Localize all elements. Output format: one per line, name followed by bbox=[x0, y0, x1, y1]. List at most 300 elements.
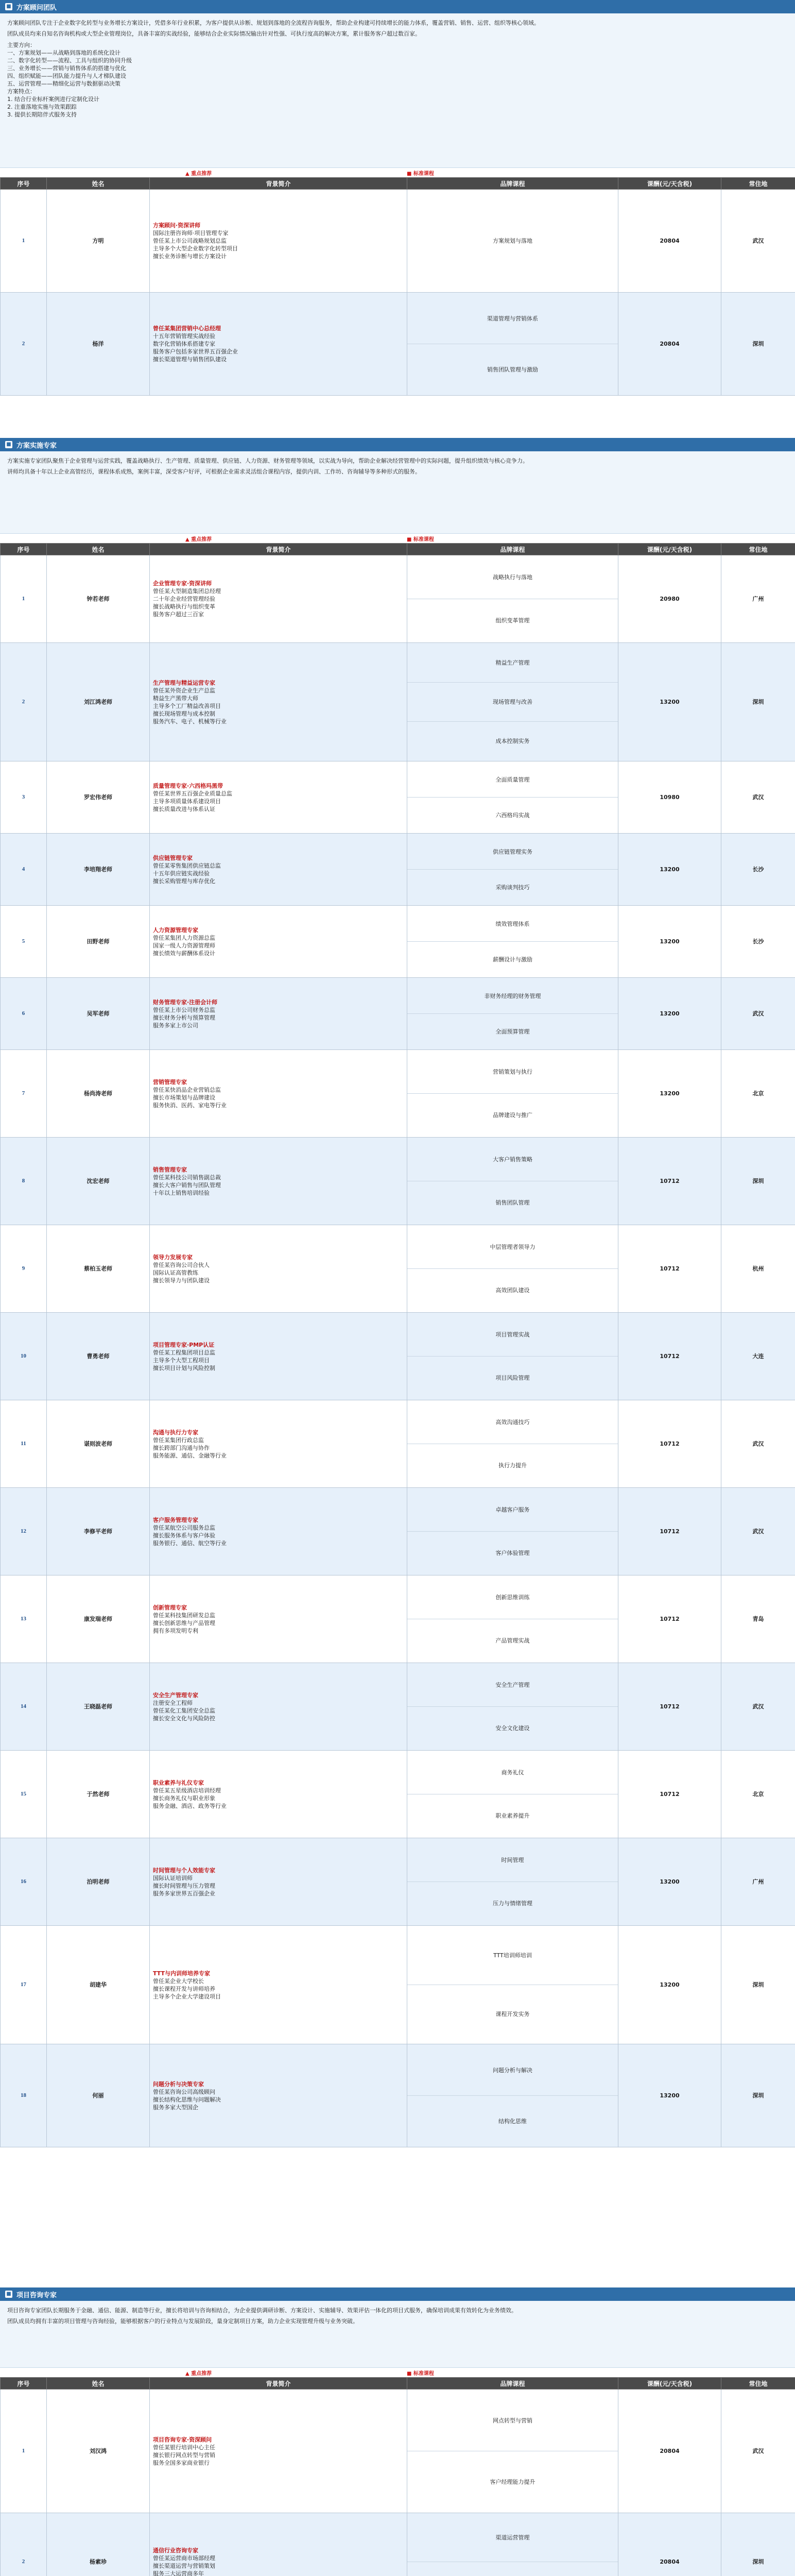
background-line: 拥有多项发明专利 bbox=[153, 1627, 198, 1634]
header-name: 姓名 bbox=[47, 2378, 150, 2389]
brand-courses bbox=[407, 1488, 618, 1575]
row-number: 14 bbox=[1, 1663, 47, 1751]
trainer-city: 深圳 bbox=[721, 1926, 795, 2044]
row-number: 15 bbox=[1, 1751, 47, 1838]
trainer-name: 谌则波老师 bbox=[47, 1400, 150, 1488]
brand-courses bbox=[407, 1663, 618, 1751]
course-item[interactable]: 渠道运营管理 bbox=[407, 2514, 618, 2562]
legend-standard: ■ 标准课程 bbox=[407, 171, 434, 177]
table-row[interactable] bbox=[1, 1926, 795, 2044]
background-line: 擅长绩效与薪酬体系设计 bbox=[153, 950, 215, 957]
header-no: 序号 bbox=[1, 544, 47, 555]
background-line: 擅长安全文化与风险防控 bbox=[153, 1715, 215, 1722]
brand-courses bbox=[407, 190, 618, 293]
trainer-background bbox=[150, 1751, 407, 1838]
background-line: 擅长财务分析与预算管理 bbox=[153, 1014, 215, 1021]
course-item[interactable]: 创新思维训练 bbox=[407, 1576, 618, 1619]
brand-courses bbox=[407, 906, 618, 978]
background-line: 服务能源、通信、金融等行业 bbox=[153, 1452, 227, 1459]
trainer-fee: 13200 bbox=[618, 1050, 721, 1138]
trainer-fee: 13200 bbox=[618, 2044, 721, 2147]
trainer-fee: 10712 bbox=[618, 1575, 721, 1663]
intro-list bbox=[7, 41, 788, 118]
background-line: 擅长商务礼仪与职业形象 bbox=[153, 1794, 215, 1802]
trainer-background bbox=[150, 190, 407, 293]
background-line: 擅长结构化思维与问题解决 bbox=[153, 2096, 221, 2103]
intro-list-item: 1. 结合行业标杆案例进行定制化设计 bbox=[7, 96, 99, 103]
header-fee: 课酬(元/天含税) bbox=[618, 544, 721, 555]
trainer-city: 大连 bbox=[721, 1313, 795, 1400]
course-item[interactable]: 六西格玛实战 bbox=[495, 811, 530, 819]
section-intro bbox=[0, 2301, 795, 2368]
row-number: 10 bbox=[1, 1313, 47, 1400]
background-line: 注册安全工程师 bbox=[153, 1699, 193, 1706]
background-line: 财务管理专家·注册会计师 bbox=[153, 998, 218, 1006]
background-line: 擅长课程开发与讲师培养 bbox=[153, 1985, 215, 1992]
background-line: TTT与内训师培养专家 bbox=[153, 1970, 211, 1977]
background-line: 曾任某大型制造集团总经理 bbox=[153, 588, 221, 595]
background-line: 服务快消、医药、家电等行业 bbox=[153, 1101, 227, 1109]
table-row[interactable] bbox=[1, 1138, 795, 1225]
brand-courses bbox=[407, 1050, 618, 1138]
brand-courses bbox=[407, 978, 618, 1050]
background-line: 擅长渠道运营与营销策划 bbox=[153, 2562, 215, 2569]
row-number: 2 bbox=[1, 643, 47, 761]
table-row[interactable] bbox=[1, 1488, 795, 1575]
trainer-city: 广州 bbox=[721, 1838, 795, 1926]
course-item[interactable]: 渠道管理与营销体系 bbox=[407, 293, 618, 344]
trainer-fee: 10980 bbox=[618, 761, 721, 834]
legend-recommended: ▲ 重点推荐 bbox=[185, 171, 212, 177]
trainer-background bbox=[150, 1926, 407, 2044]
trainer-city: 长沙 bbox=[721, 834, 795, 906]
course-item[interactable]: 绩效管理体系 bbox=[407, 906, 618, 942]
trainer-fee: 10712 bbox=[618, 1313, 721, 1400]
trainer-name: 于然老师 bbox=[47, 1751, 150, 1838]
intro-list-item: 一、方案规划——从战略到落地的系统化设计 bbox=[7, 49, 120, 56]
course-item[interactable]: 大客户销售策略 bbox=[407, 1138, 618, 1181]
brand-courses bbox=[407, 1751, 618, 1838]
background-line: 服务汽车、电子、机械等行业 bbox=[153, 718, 227, 725]
table-row[interactable] bbox=[1, 555, 795, 643]
background-line: 擅长创新思维与产品管理 bbox=[153, 1619, 215, 1626]
trainer-background bbox=[150, 293, 407, 396]
trainer-background bbox=[150, 2513, 407, 2576]
trainer-name: 李培翔老师 bbox=[47, 834, 150, 906]
row-number: 3 bbox=[1, 761, 47, 834]
table-row[interactable] bbox=[1, 1575, 795, 1663]
section-title-bar bbox=[0, 0, 795, 13]
course-item[interactable]: 现场管理与改善 bbox=[407, 683, 618, 722]
header-bg: 背景简介 bbox=[150, 2378, 407, 2389]
intro-paragraph: 讲师均具备十年以上企业高管经历，课程体系成熟，案例丰富，深受客户好评，可根据企业需求灵活组合课程内容，提供内训、工作坊、咨询辅导等多种形式的服务。 bbox=[7, 468, 421, 475]
course-item[interactable]: 结构化思维 bbox=[498, 2117, 527, 2125]
course-item[interactable]: 销售团队管理与激励 bbox=[487, 366, 538, 373]
trainer-city: 北京 bbox=[721, 1050, 795, 1138]
legend-row bbox=[0, 168, 795, 177]
background-line: 擅长采购管理与库存优化 bbox=[153, 877, 215, 885]
brand-courses bbox=[407, 2513, 618, 2576]
brand-courses bbox=[407, 1838, 618, 1926]
trainer-fee: 10712 bbox=[618, 1400, 721, 1488]
row-number: 9 bbox=[1, 1225, 47, 1313]
section-marker-icon: ■ bbox=[5, 2291, 12, 2298]
intro-list-item: 主要方向： bbox=[7, 42, 36, 48]
background-line: 曾任某企业大学校长 bbox=[153, 1977, 204, 1985]
background-line: 曾任某咨询公司高级顾问 bbox=[153, 2088, 215, 2095]
intro-paragraph: 项目咨询专家团队长期服务于金融、通信、能源、制造等行业，擅长将培训与咨询相结合，为企业提供调研诊断、方案设计、实施辅导、效果评估一体化的项目式服务，确保培训成果有效转化为业务绩效。 bbox=[7, 2307, 517, 2314]
trainer-city: 杭州 bbox=[721, 1225, 795, 1313]
course-item[interactable] bbox=[407, 2562, 618, 2576]
background-line: 沟通与执行力专家 bbox=[153, 1429, 198, 1436]
background-line: 主导多个企业大学建设项目 bbox=[153, 1993, 221, 2000]
table-row[interactable] bbox=[1, 2044, 795, 2147]
trainer-fee: 10712 bbox=[618, 1225, 721, 1313]
section-2 bbox=[0, 438, 795, 2262]
background-line: 人力资源管理专家 bbox=[153, 926, 198, 934]
brand-courses bbox=[407, 293, 618, 396]
course-item[interactable]: 中层管理者领导力 bbox=[407, 1226, 618, 1269]
trainer-city: 青岛 bbox=[721, 1575, 795, 1663]
table-row[interactable] bbox=[1, 1751, 795, 1838]
legend-recommended: ▲ 重点推荐 bbox=[185, 537, 212, 543]
row-number: 8 bbox=[1, 1138, 47, 1225]
section-title: 方案顾问团队 bbox=[16, 4, 57, 12]
background-line: 曾任某咨询公司合伙人 bbox=[153, 1261, 210, 1268]
table-row[interactable] bbox=[1, 978, 795, 1050]
background-line: 擅长业务诊断与增长方案设计 bbox=[153, 253, 227, 260]
trainer-fee: 13200 bbox=[618, 643, 721, 761]
trainer-city: 武汉 bbox=[721, 1663, 795, 1751]
trainer-city: 武汉 bbox=[721, 2389, 795, 2513]
trainer-background bbox=[150, 761, 407, 834]
background-line: 国际认证高管教练 bbox=[153, 1269, 198, 1276]
background-line: 问题分析与决策专家 bbox=[153, 2080, 204, 2088]
background-line: 曾任某运营商市场部经理 bbox=[153, 2554, 215, 2562]
background-line: 擅长时间管理与压力管理 bbox=[153, 1882, 215, 1889]
course-item[interactable]: 客户经理能力提升 bbox=[490, 2478, 535, 2485]
trainer-table bbox=[0, 177, 795, 396]
brand-courses bbox=[407, 761, 618, 834]
brand-courses bbox=[407, 555, 618, 643]
trainer-name: 杨素珍 bbox=[47, 2513, 150, 2576]
section-title-bar bbox=[0, 2287, 795, 2301]
trainer-background bbox=[150, 2044, 407, 2147]
trainer-background bbox=[150, 1138, 407, 1225]
background-line: 曾任某集团营销中心总经理 bbox=[153, 325, 221, 332]
trainer-fee: 13200 bbox=[618, 834, 721, 906]
intro-paragraph: 团队成员均拥有丰富的项目管理与咨询经验，能够根据客户的行业特点与发展阶段，量身定制项目方案，助力企业实现管理升级与业务突破。 bbox=[7, 2318, 358, 2325]
trainer-name: 沈宏老师 bbox=[47, 1138, 150, 1225]
section-intro bbox=[0, 13, 795, 168]
background-line: 主导多项质量体系建设项目 bbox=[153, 798, 221, 805]
background-line: 曾任某科技集团研发总监 bbox=[153, 1612, 215, 1619]
course-item[interactable]: 全面质量管理 bbox=[407, 762, 618, 798]
background-line: 擅长跨部门沟通与协作 bbox=[153, 1444, 210, 1451]
background-line: 擅长渠道管理与销售团队建设 bbox=[153, 356, 227, 363]
course-item[interactable]: 执行力提升 bbox=[498, 1462, 527, 1469]
background-line: 主导多个大型企业数字化转型项目 bbox=[153, 245, 238, 252]
row-number: 5 bbox=[1, 906, 47, 978]
intro-list-item: 四、组织赋能——团队能力提升与人才梯队建设 bbox=[7, 73, 126, 79]
course-item[interactable]: 成本控制实务 bbox=[495, 738, 530, 744]
background-line: 十五年供应链实战经验 bbox=[153, 870, 210, 877]
background-line: 曾任某科技公司销售副总裁 bbox=[153, 1174, 221, 1181]
background-line: 方案顾问·资深讲师 bbox=[153, 222, 201, 229]
course-item[interactable]: 营销策划与执行 bbox=[407, 1050, 618, 1094]
course-item[interactable]: 精益生产管理 bbox=[407, 643, 618, 683]
course-item[interactable]: 问题分析与解决 bbox=[407, 2045, 618, 2096]
trainer-fee: 13200 bbox=[618, 978, 721, 1050]
trainer-fee: 20980 bbox=[618, 555, 721, 643]
background-line: 服务金融、酒店、政务等行业 bbox=[153, 1802, 227, 1809]
trainer-name: 杨洋 bbox=[47, 293, 150, 396]
background-line: 服务银行、通信、航空等行业 bbox=[153, 1539, 227, 1547]
intro-paragraph: 团队成员均来自知名咨询机构或大型企业管理岗位，具备丰富的实战经验，能够结合企业实际情况输出针对性强、可执行度高的解决方案，累计服务客户超过数百家。 bbox=[7, 30, 421, 37]
trainer-background bbox=[150, 1838, 407, 1926]
background-line: 曾任某快消品企业营销总监 bbox=[153, 1086, 221, 1093]
background-line: 销售管理专家 bbox=[153, 1166, 187, 1173]
trainer-city: 武汉 bbox=[721, 1400, 795, 1488]
trainer-background bbox=[150, 1488, 407, 1575]
trainer-city: 武汉 bbox=[721, 190, 795, 293]
background-line: 生产管理与精益运营专家 bbox=[153, 679, 215, 686]
course-item[interactable]: 品牌建设与推广 bbox=[493, 1112, 532, 1118]
background-line: 擅长大客户销售与团队管理 bbox=[153, 1181, 221, 1189]
section-title: 项目咨询专家 bbox=[16, 2291, 57, 2299]
table-row[interactable] bbox=[1, 1050, 795, 1138]
background-line: 擅长领导力与团队建设 bbox=[153, 1277, 210, 1284]
course-item[interactable]: TTT培训师培训 bbox=[407, 1926, 618, 1985]
table-header-row bbox=[1, 2378, 795, 2389]
background-line: 安全生产管理专家 bbox=[153, 1691, 198, 1699]
trainer-city: 北京 bbox=[721, 1751, 795, 1838]
trainer-name: 刘江鸿老师 bbox=[47, 643, 150, 761]
header-city: 常住地 bbox=[721, 2378, 795, 2389]
course-item[interactable]: 项目管理实战 bbox=[407, 1313, 618, 1357]
trainer-fee: 13200 bbox=[618, 1926, 721, 2044]
background-line: 主导多个大型工程项目 bbox=[153, 1357, 210, 1364]
trainer-fee: 20804 bbox=[618, 2513, 721, 2576]
course-item[interactable]: 高效团队建设 bbox=[495, 1287, 530, 1294]
course-item[interactable]: 采购谈判技巧 bbox=[495, 884, 530, 891]
background-line: 客户服务管理专家 bbox=[153, 1516, 198, 1523]
intro-paragraph: 方案顾问团队专注于企业数字化转型与业务增长方案设计，凭借多年行业积累，为客户提供从诊断、规划到落地的全流程咨询服务，帮助企业构建可持续增长的能力体系，覆盖营销、销售、运营、组织等核心领域。 bbox=[7, 20, 540, 26]
trainer-name: 田野老师 bbox=[47, 906, 150, 978]
header-course: 品牌课程 bbox=[407, 544, 618, 555]
table-row[interactable] bbox=[1, 834, 795, 906]
trainer-city: 深圳 bbox=[721, 1138, 795, 1225]
header-fee: 课酬(元/天含税) bbox=[618, 2378, 721, 2389]
table-row[interactable] bbox=[1, 293, 795, 396]
table-row[interactable] bbox=[1, 906, 795, 978]
table-header-row bbox=[1, 544, 795, 555]
trainer-background bbox=[150, 555, 407, 643]
course-item[interactable]: 组织变革管理 bbox=[495, 617, 530, 624]
course-item[interactable]: 压力与情绪管理 bbox=[493, 1900, 532, 1907]
table-row[interactable] bbox=[1, 190, 795, 293]
trainer-name: 蔡柏玉老师 bbox=[47, 1225, 150, 1313]
intro-list-item: 二、数字化转型——流程、工具与组织的协同升级 bbox=[7, 57, 132, 64]
background-line: 擅长战略执行与组织变革 bbox=[153, 603, 215, 610]
brand-courses bbox=[407, 1225, 618, 1313]
trainer-city: 广州 bbox=[721, 555, 795, 643]
row-number: 1 bbox=[1, 555, 47, 643]
section-marker-icon: ■ bbox=[5, 3, 12, 10]
background-line: 服务多家大型国企 bbox=[153, 2104, 198, 2111]
background-line: 曾任某航空公司服务总监 bbox=[153, 1524, 215, 1531]
course-item[interactable]: 职业素养提升 bbox=[495, 1812, 530, 1819]
trainer-name: 杨尚涛老师 bbox=[47, 1050, 150, 1138]
course-item[interactable]: 时间管理 bbox=[407, 1839, 618, 1882]
background-line: 擅长项目计划与风险控制 bbox=[153, 1364, 215, 1371]
table-row[interactable] bbox=[1, 1225, 795, 1313]
trainer-fee: 20804 bbox=[618, 190, 721, 293]
row-number: 4 bbox=[1, 834, 47, 906]
trainer-name: 曹勇老师 bbox=[47, 1313, 150, 1400]
brand-courses bbox=[407, 834, 618, 906]
trainer-name: 何丽 bbox=[47, 2044, 150, 2147]
trainer-background bbox=[150, 834, 407, 906]
background-line: 主导多个工厂精益改善项目 bbox=[153, 702, 221, 709]
header-fee: 课酬(元/天含税) bbox=[618, 178, 721, 190]
table-row[interactable] bbox=[1, 643, 795, 761]
background-line: 职业素养与礼仪专家 bbox=[153, 1779, 204, 1786]
course-item[interactable]: 全面预算管理 bbox=[495, 1028, 530, 1035]
header-bg: 背景简介 bbox=[150, 544, 407, 555]
table-row[interactable] bbox=[1, 1400, 795, 1488]
background-line: 国际认证培训师 bbox=[153, 1874, 193, 1882]
background-line: 十年以上销售培训经验 bbox=[153, 1189, 210, 1196]
brand-courses bbox=[407, 2044, 618, 2147]
trainer-background bbox=[150, 1575, 407, 1663]
row-number: 12 bbox=[1, 1488, 47, 1575]
trainer-background bbox=[150, 2389, 407, 2513]
background-line: 曾任某外资企业生产总监 bbox=[153, 687, 215, 694]
trainer-background bbox=[150, 643, 407, 761]
background-line: 曾任某工程集团项目总监 bbox=[153, 1349, 215, 1356]
background-line: 服务客户包括多家世界五百强企业 bbox=[153, 348, 238, 355]
background-line: 曾任某世界五百强企业质量总监 bbox=[153, 790, 232, 797]
background-line: 国家一级人力资源管理师 bbox=[153, 942, 215, 949]
legend-row bbox=[0, 534, 795, 543]
trainer-city: 武汉 bbox=[721, 761, 795, 834]
row-number: 1 bbox=[1, 190, 47, 293]
background-line: 供应链管理专家 bbox=[153, 854, 193, 861]
section-3 bbox=[0, 2287, 795, 2576]
row-number: 17 bbox=[1, 1926, 47, 2044]
trainer-background bbox=[150, 1400, 407, 1488]
course-item[interactable]: 商务礼仪 bbox=[407, 1751, 618, 1794]
trainer-fee: 10712 bbox=[618, 1138, 721, 1225]
brand-courses bbox=[407, 2389, 618, 2513]
legend-standard: ■ 标准课程 bbox=[407, 2371, 434, 2377]
header-course: 品牌课程 bbox=[407, 178, 618, 190]
course-item[interactable]: 安全生产管理 bbox=[407, 1664, 618, 1707]
trainer-background bbox=[150, 906, 407, 978]
background-line: 擅长质量改进与体系认证 bbox=[153, 805, 215, 812]
section-title: 方案实施专家 bbox=[16, 442, 57, 450]
background-line: 精益生产黑带大师 bbox=[153, 694, 198, 702]
background-line: 质量管理专家·六西格玛黑带 bbox=[153, 782, 223, 789]
course-item[interactable]: 课程开发实务 bbox=[495, 2011, 530, 2018]
header-city: 常住地 bbox=[721, 178, 795, 190]
table-row[interactable] bbox=[1, 2389, 795, 2513]
trainer-background bbox=[150, 978, 407, 1050]
trainer-table bbox=[0, 543, 795, 2147]
course-item[interactable]: 供应链管理实务 bbox=[407, 834, 618, 870]
trainer-fee: 13200 bbox=[618, 906, 721, 978]
intro-paragraph: 方案实施专家团队聚焦于企业管理与运营实践，覆盖战略执行、生产管理、质量管理、供应链、人力资源、财务管理等领域，以实战为导向，帮助企业解决经营管理中的实际问题，提升组织绩效与核心竞争力。 bbox=[7, 457, 528, 464]
intro-list-item: 方案特点： bbox=[7, 88, 36, 95]
course-item[interactable]: 销售团队管理 bbox=[495, 1199, 530, 1206]
background-line: 曾任某零售集团供应链总监 bbox=[153, 862, 221, 869]
row-number: 6 bbox=[1, 978, 47, 1050]
header-bg: 背景简介 bbox=[150, 178, 407, 190]
background-line: 服务客户超过三百家 bbox=[153, 611, 204, 618]
course-item[interactable]: 非财务经理的财务管理 bbox=[407, 978, 618, 1014]
background-line: 曾任某上市公司财务总监 bbox=[153, 1006, 215, 1013]
intro-list-item: 3. 提供长期陪伴式服务支持 bbox=[7, 111, 77, 118]
background-line: 曾任某集团行政总监 bbox=[153, 1436, 204, 1444]
course-item[interactable]: 网点转型与营销 bbox=[407, 2390, 618, 2451]
course-item[interactable]: 产品管理实战 bbox=[495, 1637, 530, 1644]
header-name: 姓名 bbox=[47, 544, 150, 555]
row-number: 13 bbox=[1, 1575, 47, 1663]
table-header-row bbox=[1, 178, 795, 190]
trainer-fee: 10712 bbox=[618, 1663, 721, 1751]
background-line: 擅长市场策划与品牌建设 bbox=[153, 1094, 215, 1101]
background-line: 项目咨询专家·资深顾问 bbox=[153, 2436, 212, 2443]
header-no: 序号 bbox=[1, 178, 47, 190]
row-number: 16 bbox=[1, 1838, 47, 1926]
row-number: 18 bbox=[1, 2044, 47, 2147]
background-line: 领导力发展专家 bbox=[153, 1253, 193, 1261]
course-item[interactable]: 安全文化建设 bbox=[495, 1725, 530, 1732]
trainer-fee: 13200 bbox=[618, 1838, 721, 1926]
table-row[interactable] bbox=[1, 1663, 795, 1751]
trainer-name: 刘汉鸿 bbox=[47, 2389, 150, 2513]
background-line: 国际注册咨询师·项目管理专家 bbox=[153, 230, 229, 236]
background-line: 服务多家上市公司 bbox=[153, 1022, 198, 1029]
row-number: 7 bbox=[1, 1050, 47, 1138]
table-row[interactable] bbox=[1, 1838, 795, 1926]
trainer-fee: 20804 bbox=[618, 2389, 721, 2513]
background-line: 曾任某银行培训中心主任 bbox=[153, 2444, 215, 2451]
intro-list-item: 2. 注重落地实施与效果跟踪 bbox=[7, 104, 77, 110]
background-line: 项目管理专家·PMP认证 bbox=[153, 1341, 215, 1348]
background-line: 曾任某上市公司战略规划总监 bbox=[153, 238, 227, 244]
course-item[interactable]: 薪酬设计与激励 bbox=[493, 956, 532, 963]
course-item[interactable]: 卓越客户服务 bbox=[407, 1488, 618, 1532]
course-item[interactable]: 项目风险管理 bbox=[495, 1375, 530, 1381]
table-row[interactable] bbox=[1, 761, 795, 834]
trainer-name: 钟若老师 bbox=[47, 555, 150, 643]
trainer-city: 长沙 bbox=[721, 906, 795, 978]
section-1 bbox=[0, 0, 795, 397]
table-row[interactable] bbox=[1, 2513, 795, 2576]
trainer-city: 深圳 bbox=[721, 2044, 795, 2147]
trainer-city: 深圳 bbox=[721, 293, 795, 396]
course-item[interactable]: 方案规划与落地 bbox=[493, 238, 532, 244]
course-item[interactable]: 战略执行与落地 bbox=[407, 556, 618, 599]
background-line: 擅长现场管理与成本控制 bbox=[153, 710, 215, 717]
course-item[interactable]: 客户体验管理 bbox=[495, 1550, 530, 1556]
table-row[interactable] bbox=[1, 1313, 795, 1400]
background-line: 服务多家世界五百强企业 bbox=[153, 1890, 215, 1897]
course-item[interactable]: 高效沟通技巧 bbox=[407, 1401, 618, 1444]
trainer-name: 王晓磊老师 bbox=[47, 1663, 150, 1751]
